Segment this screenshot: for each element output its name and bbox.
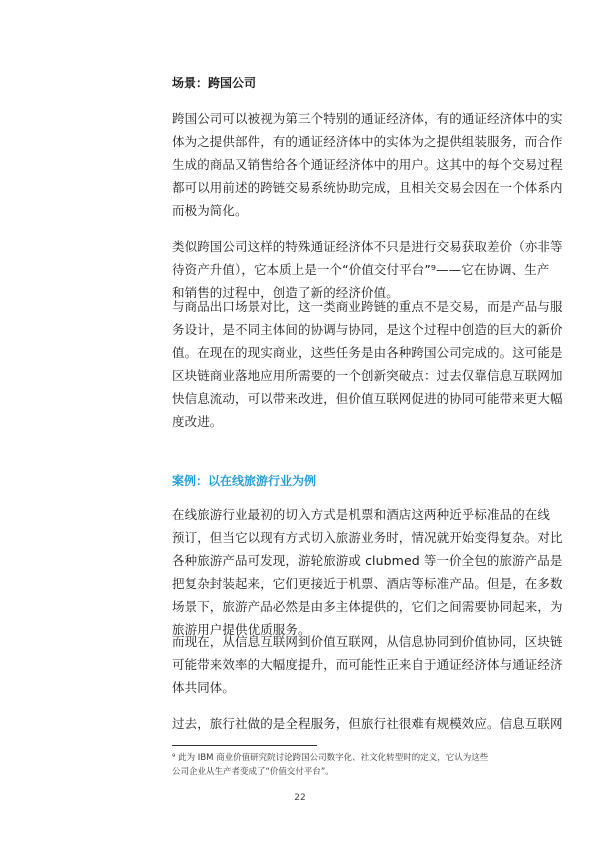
footnote	[172, 751, 552, 779]
paragraph	[172, 235, 563, 304]
paragraph	[172, 107, 563, 222]
paragraph	[172, 630, 563, 699]
text-line: 而现在，从信息互联网到价值互联网，从信息协同到价值协同，区块链	[172, 634, 563, 649]
section-heading-case: 案例：以在线旅游行业为例	[172, 474, 317, 488]
paragraph	[172, 503, 563, 641]
footnote-line: ⁹ 此为 IBM 商业价值研究院讨论跨国公司数字化、社文化转型时的定义，它认为这些	[172, 753, 489, 763]
paragraph	[172, 712, 563, 735]
text-line: 体共同体。	[172, 680, 236, 695]
text-line: 各种旅游产品可发现，游轮旅游或 clubmed 等一价全包的旅游产品是	[172, 553, 563, 568]
text-line: 生成的商品又销售给各个通证经济体中的用户。这其中的每个交易过程	[172, 157, 563, 172]
text-line: 预订，但当它以现有方式切入旅游业务时，情况就开始变得复杂。对比	[172, 530, 563, 545]
section-heading-multinational: 场景：跨国公司	[172, 76, 257, 90]
text-line: 而极为简化。	[172, 203, 248, 218]
text-line: 度改进。	[172, 414, 223, 429]
text-line: 务设计，是不同主体间的协调与协同，是这个过程中创造的巨大的新价	[172, 322, 563, 337]
text-line: 都可以用前述的跨链交易系统协助完成，且相关交易会因在一个体系内	[172, 180, 563, 195]
paragraph	[172, 295, 563, 433]
text-line: 跨国公司可以被视为第三个特别的通证经济体，有的通证经济体中的实	[172, 111, 563, 126]
text-line: 把复杂封装起来，它们更接近于机票、酒店等标准产品。但是，在多数	[172, 576, 563, 591]
text-line: 过去，旅行社做的是全程服务，但旅行社很难有规模效应。信息互联网	[172, 716, 563, 731]
text-line: 快信息流动，可以带来改进，但价值互联网促进的协同可能带来更大幅	[172, 391, 563, 406]
text-line: 类似跨国公司这样的特殊通证经济体不只是进行交易获取差价（亦非等	[172, 239, 563, 254]
text-line: 与商品出口场景对比，这一类商业跨链的重点不是交易，而是产品与服	[172, 299, 563, 314]
footnote-line: 公司企业从生产者变成了“价值交付平台”。	[172, 767, 334, 777]
text-line: 旅游用户提供优质服务。	[172, 622, 311, 637]
text-line: 场景下，旅游产品必然是由多主体提供的，它们之间需要协同起来，为	[172, 599, 563, 614]
text-line: 值。在现在的现实商业，这些任务是由各种跨国公司完成的。这可能是	[172, 345, 563, 360]
text-line: 可能带来效率的大幅度提升，而可能性正来自于通证经济体与通证经济	[172, 657, 563, 672]
text-line: 区块链商业落地应用所需要的一个创新突破点：过去仅靠信息互联网加	[172, 368, 563, 383]
text-line: 体为之提供部件，有的通证经济体中的实体为之提供组装服务，而合作	[172, 134, 563, 149]
page-number: 22	[294, 793, 306, 803]
footnote-divider	[172, 745, 317, 746]
text-line: 在线旅游行业最初的切入方式是机票和酒店这两种近乎标准品的在线	[172, 507, 551, 522]
text-line: 和销售的过程中，创造了新的经济价值。	[172, 285, 399, 300]
text-line: 待资产升值），它本质上是一个“价值交付平台”⁹——它在协调、生产	[172, 262, 550, 277]
